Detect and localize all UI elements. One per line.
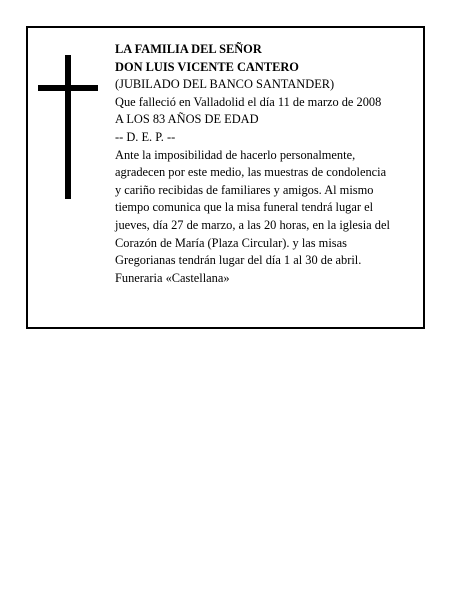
deceased-name: DON LUIS VICENTE CANTERO [115,59,299,74]
rip-line: -- D. E. P. -- [115,129,176,144]
body-line: tiempo comunica que la misa funeral tendrá lugar el [115,200,374,215]
body-line: Corazón de María (Plaza Circular). y las misas [115,235,347,250]
funeral-home: Funeraria «Castellana» [115,270,230,285]
body-line: Ante la imposibilidad de hacerlo personalmente, [115,147,356,162]
family-line: LA FAMILIA DEL SEÑOR [115,42,262,56]
death-line: Que falleció en Valladolid el día 11 de marzo de 2008 [115,94,382,109]
affiliation: (JUBILADO DEL BANCO SANTANDER) [115,77,335,92]
notice-text [115,41,425,287]
body-line: agradecen por este medio, las muestras de condolencia [115,165,387,180]
cross-vertical-bar [65,55,71,199]
cross-horizontal-bar [38,85,98,91]
body-line: y cariño recibidas de familiares y amigos. Al mismo [115,182,374,197]
obituary-notice [26,26,425,329]
cross-icon [38,55,98,199]
age-line: A LOS 83 AÑOS DE EDAD [115,112,259,127]
body-line: jueves, día 27 de marzo, a las 20 horas, en la iglesia del [115,217,390,232]
body-line: Gregorianas tendrán lugar del día 1 al 30 de abril. [115,253,362,268]
